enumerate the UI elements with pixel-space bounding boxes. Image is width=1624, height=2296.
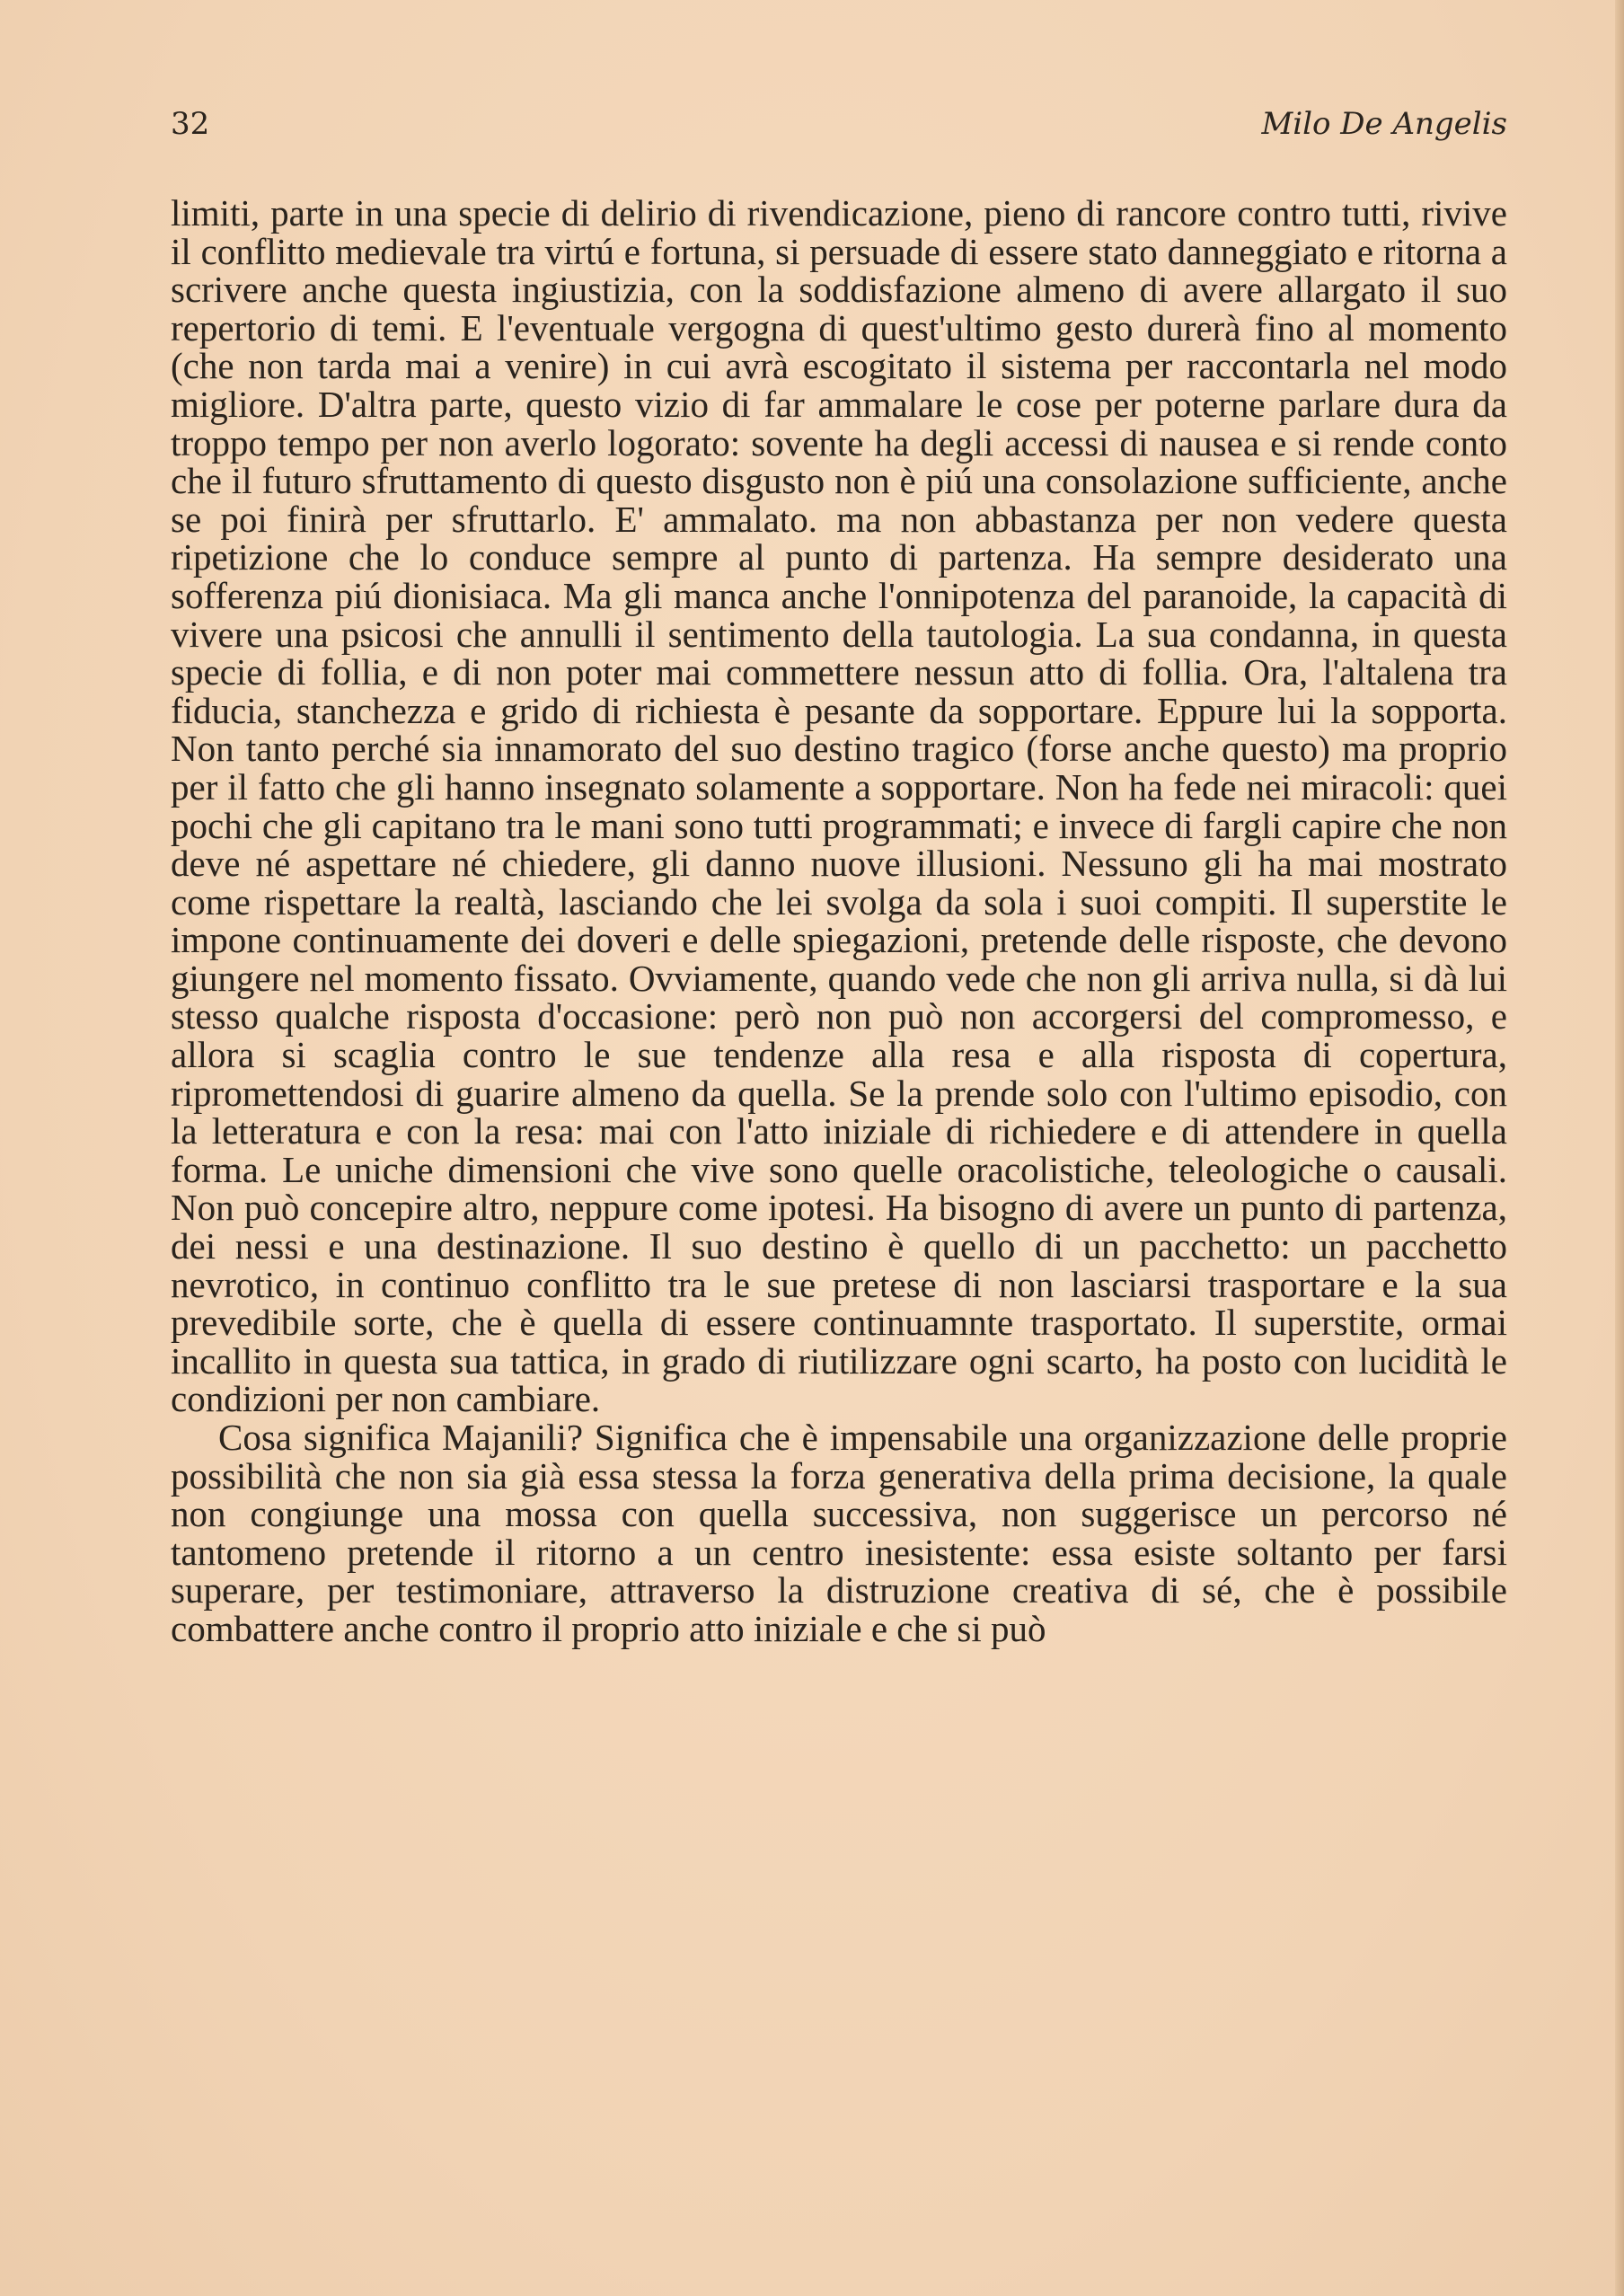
page-number: 32 — [171, 106, 210, 142]
page-header — [171, 106, 1507, 151]
paragraph: limiti, parte in una specie di delirio di rivendicazione, pieno di rancore contro tutti, rivive il conflitto medievale tra virtú e fortuna, si persuade di essere stato danneggiato e ritorna a scrivere anche questa ingiustizia, con la soddisfazione almeno di avere allargato il suo repertorio di temi. E l'eventuale vergogna di quest'ultimo gesto durerà fino al momento (che non tarda mai a venire) in cui avrà escogitato il sistema per raccontarla nel modo migliore. D'altra parte, questo vizio di far ammalare le cose per poterne parlare dura da troppo tempo per non averlo logorato: sovente ha degli accessi di nausea e si rende conto che il futuro sfruttamento di questo disgusto non è piú una consolazione sufficiente, anche se poi finirà per sfruttarlo. E' ammalato. ma non abbastanza per non vedere questa ripetizione che lo conduce sempre al punto di partenza. Ha sempre desiderato una sofferenza piú dionisiaca. Ma gli manca anche l'onnipotenza del paranoide, la capacità di vivere una psicosi che annulli il sentimento della tautologia. La sua condanna, in questa specie di follia, e di non poter mai commettere nessun atto di follia. Ora, l'altalena tra fiducia, stanchezza e grido di richiesta è pesante da sopportare. Eppure lui la sopporta. Non tanto perché sia innamorato del suo destino tragico (forse anche questo) ma proprio per il fatto che gli hanno insegnato solamente a sopportare. Non ha fede nei miracoli: quei pochi che gli capitano tra le mani sono tutti programmati; e invece di fargli capire che non deve né aspettare né chiedere, gli danno nuove illusioni. Nessuno gli ha mai mostrato come rispettare la realtà, lasciando che lei svolga da sola i suoi compiti. Il superstite le impone continuamente dei doveri e delle spiegazioni, pretende delle risposte, che devono giungere nel momento fissato. Ovviamente, quando vede che non gli arriva nulla, si dà lui stesso qualche risposta d'occasione: però non può non accorgersi del compromesso, e allora si scaglia contro le sue tendenze alla resa e alla risposta di copertura, ripromettendosi di guarire almeno da quella. Se la prende solo con l'ultimo episodio, con la letteratura e con la resa: mai con l'atto iniziale di richiedere e di attendere in quella forma. Le uniche dimensioni che vive sono quelle oracolistiche, teleologiche o causali. Non può concepire altro, neppure come ipotesi. Ha bisogno di avere un punto di partenza, dei nessi e una destinazione. Il suo destino è quello di un pacchetto: un pacchetto nevrotico, in continuo conflitto tra le sue pretese di non lasciarsi trasportare e la sua prevedibile sorte, che è quella di essere continuamnte trasportato. Il superstite, ormai incallito in questa sua tattica, in grado di riutilizzare ogni scarto, ha posto con lucidità le condizioni per non cambiare. — [171, 192, 1507, 1420]
body-text — [171, 194, 1507, 1648]
page-edge — [1615, 0, 1624, 2296]
paragraph: Cosa significa Majanili? Significa che è impensabile una organizzazione delle proprie possibilità che non sia già essa stessa la forza generativa della prima decisione, la quale non congiunge una mossa con quella successiva, non suggerisce un percorso né tantomeno pretende il ritorno a un centro inesistente: essa esiste soltanto per farsi superare, per testimoniare, attraverso la distruzione creativa di sé, che è possibile combattere anche contro il proprio atto iniziale e che si può — [171, 1417, 1507, 1649]
running-head-author: Milo De Angelis — [1261, 106, 1507, 142]
